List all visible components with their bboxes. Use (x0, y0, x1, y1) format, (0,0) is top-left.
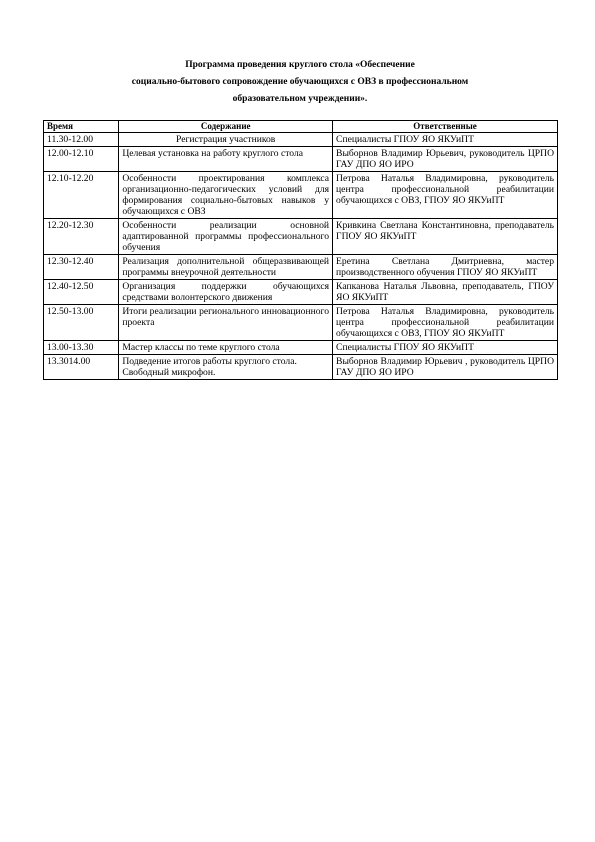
table-row (44, 219, 558, 255)
row-time: 12.50-13.00 (44, 305, 119, 341)
row-content-extra: Свободный микрофон. (122, 367, 216, 378)
row-responsible: Специалисты ГПОУ ЯО ЯКУиПТ (333, 133, 558, 147)
row-content: Реализация дополнительной общеразвивающей программы внеурочной деятельности (119, 255, 333, 280)
row-responsible: Капканова Наталья Львовна, преподаватель, ГПОУ ЯО ЯКУиПТ (333, 280, 558, 305)
row-content: Подведение итогов работы круглого стола. (122, 356, 297, 367)
row-responsible: Еретина Светлана Дмитриевна, мастер производственного обучения ГПОУ ЯО ЯКУиПТ (333, 255, 558, 280)
title-line-1: Программа проведения круглого стола «Обеспечение (185, 60, 415, 70)
table-row (44, 172, 558, 219)
row-time: 12.10-12.20 (44, 172, 119, 219)
row-content: Особенности проектирования комплекса организационно-педагогических условий для формирования социально-бытовых навыков у обучающихся с ОВЗ (119, 172, 333, 219)
row-responsible: Петрова Наталья Владимировна, руководитель центра профессиональной реабилитации обучающихся с ОВЗ, ГПОУ ЯО ЯКУиПТ (333, 305, 558, 341)
row-time: 13.00-13.30 (44, 341, 119, 355)
row-time: 12.40-12.50 (44, 280, 119, 305)
row-responsible: Выборнов Владимир Юрьевич , руководитель ЦРПО ГАУ ДПО ЯО ИРО (333, 355, 558, 380)
row-time: 11.30-12.00 (44, 133, 119, 147)
row-content: Организация поддержки обучающихся средствами волонтерского движения (119, 280, 333, 305)
title-line-2: социально-бытового сопровождение обучающихся с ОВЗ в профессиональном (131, 77, 469, 87)
header-time: Время (44, 121, 119, 133)
table-row (44, 147, 558, 172)
header-content: Содержание (119, 121, 333, 133)
row-content: Итоги реализации регионального инновационного проекта (119, 305, 333, 341)
row-time: 13.3014.00 (44, 355, 119, 380)
row-responsible: Выборнов Владимир Юрьевич, руководитель ЦРПО ГАУ ДПО ЯО ИРО (333, 147, 558, 172)
row-time: 12.30-12.40 (44, 255, 119, 280)
row-responsible: Специалисты ГПОУ ЯО ЯКУиПТ (333, 341, 558, 355)
table-row (44, 305, 558, 341)
row-responsible: Кривкина Светлана Константиновна, преподаватель ГПОУ ЯО ЯКУиПТ (333, 219, 558, 255)
row-content-cell (119, 355, 333, 380)
table-row (44, 280, 558, 305)
table-row (44, 355, 558, 380)
row-content: Целевая установка на работу круглого стола (119, 147, 333, 172)
document-title (90, 57, 510, 108)
row-content: Регистрация участников (119, 133, 333, 147)
row-responsible: Петрова Наталья Владимировна, руководитель центра профессиональной реабилитации обучающихся с ОВЗ, ГПОУ ЯО ЯКУиПТ (333, 172, 558, 219)
table-row (44, 133, 558, 147)
header-responsible: Ответственные (333, 121, 558, 133)
table-row (44, 341, 558, 355)
title-line-3: образовательном учреждении». (232, 94, 368, 104)
table-header-row (44, 121, 558, 133)
row-content: Мастер классы по теме круглого стола (119, 341, 333, 355)
table-row (44, 255, 558, 280)
row-time: 12.00-12.10 (44, 147, 119, 172)
program-table (43, 120, 558, 380)
row-time: 12.20-12.30 (44, 219, 119, 255)
row-content: Особенности реализации основной адаптированной программы профессионального обучения (119, 219, 333, 255)
